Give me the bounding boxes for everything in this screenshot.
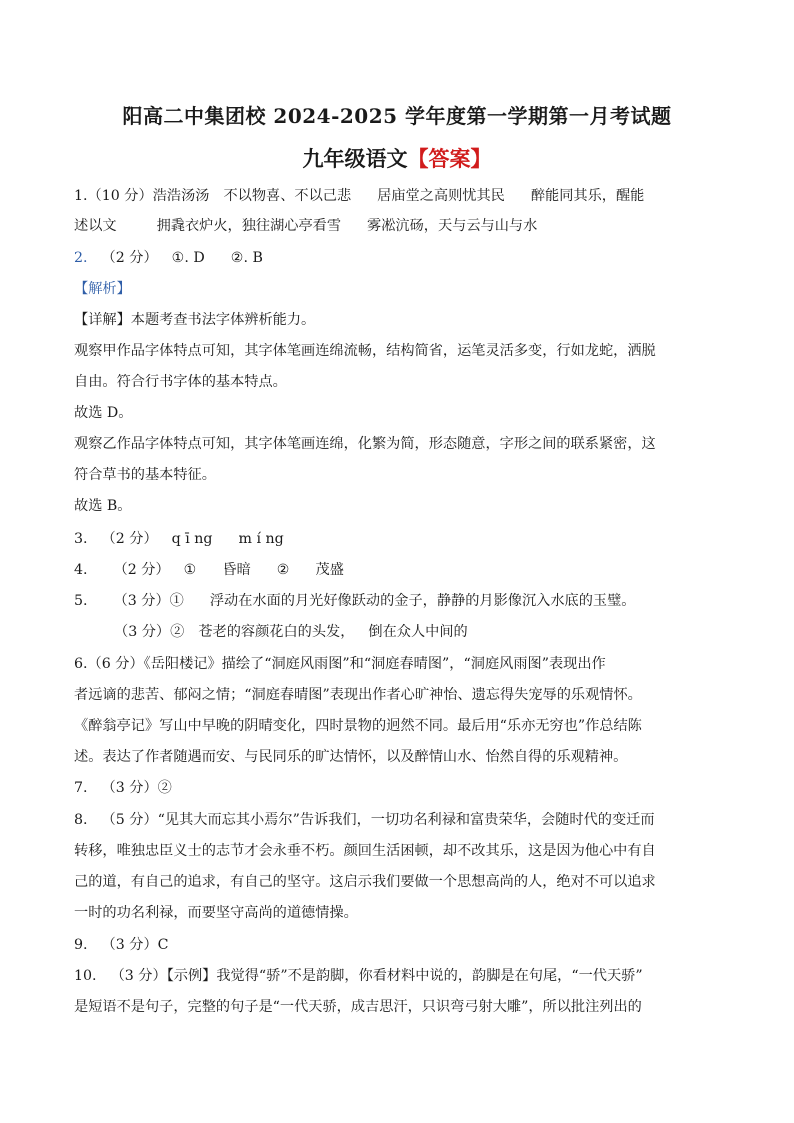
q5-score: （3 分） [113,593,170,609]
q1-answer-4: 醉能同其乐，醒能 [530,188,645,204]
q4-marker-1: ① [183,562,197,578]
q8-line-3: 己的道，有自己的追求，有自己的坚守。这启示我们要做一个思想高尚的人，绝对不可以追求 [74,874,656,890]
subject-heading [0,143,794,173]
q1-answer-3: 居庙堂之高则忧其民 [377,188,505,204]
q1-answer-4-cont: 述以文 [74,218,117,234]
q4-number: 4. [74,562,88,578]
q8-line-1 [74,810,734,830]
q2-para2-line2: 符合草书的基本特征。 [74,467,216,483]
q4-marker-2: ② [276,562,290,578]
q2-score: （2 分） [101,250,158,266]
q10-number: 10. [74,968,97,984]
q5-marker-2: ② [170,624,185,640]
q2-answer-1: ①. D [171,250,205,266]
q10-line-2: 是短语不是句子，完整的句子是“一代天骄，成吉思汗，只识弯弓射大雕”，所以批注列出的 [74,999,642,1015]
q8-number: 8. [74,812,88,828]
answer-tag: 【答案】 [407,146,492,171]
q6-number: 6. [74,656,88,672]
q3-line [74,529,734,549]
q1-answer-6: 雾凇沆砀，天与云与山与水 [367,218,538,234]
q6-line-1 [74,654,734,674]
q5-line-2 [74,622,774,642]
q4-score: （2 分） [113,562,170,578]
q4-answer-2: 茂盛 [315,562,344,578]
q6-line-2: 者远谪的悲苦、郁闷之情；“洞庭春晴图”表现出作者心旷神怡、遗忘得失宠辱的乐观情怀。 [74,687,642,703]
q3-score: （2 分） [101,531,158,547]
q10-line-1 [74,966,734,986]
q1-line-1 [74,186,734,206]
q1-number: 1. [74,188,88,204]
q5-answer-2: 苍老的容颜花白的头发， [198,624,355,640]
q3-number: 3. [74,531,88,547]
q7-score: （3 分） [101,780,158,796]
q2-detail: 【详解】本题考查书法字体辨析能力。 [74,312,316,328]
q8-line-4: 一时的功名利禄，而要坚守高尚的道德情操。 [74,905,358,921]
q6-line-4: 述。表达了作者随遇而安、与民同乐的旷达情怀，以及醉情山水、怡然自得的乐观精神。 [74,749,628,765]
q8-line-2: 转移，唯独忠臣义士的志节才会永垂不朽。颜回生活困顿，却不改其乐，这是因为他心中有自 [74,843,656,859]
q1-answer-2: 不以物喜、不以己悲 [223,188,352,204]
q10-text-1: （3 分）【示例】我觉得“骄”不是韵脚，你看材料中说的，韵脚是在句尾，“一代天骄” [110,968,643,984]
q9-number: 9. [74,937,88,953]
q9-answer: C [157,937,169,953]
q5-line-1 [74,591,734,611]
q2-para2-line1: 观察乙作品字体特点可知，其字体笔画连绵，化繁为简，形态随意，字形之间的联系紧密，这 [74,436,656,452]
q5-answer-1: 浮动在水面的月光好像跃动的金子，静静的月影像沉入水底的玉璧。 [209,593,636,609]
page-title: 阳高二中集团校 2024-2025 学年度第一学期第一月考试题 [122,104,672,128]
q9-line [74,935,734,955]
q6-line-3: 《醉翁亭记》写山中早晚的阴晴变化，四时景物的迥然不同。最后用“乐亦无穷也”作总结陈 [74,718,642,734]
q2-para1-choice: 故选 D。 [74,405,133,421]
q2-line [74,248,734,268]
q4-line [74,560,734,580]
q7-number: 7. [74,780,88,796]
q6-text-1: （6 分）《岳阳楼记》描绘了“洞庭风雨图”和“洞庭春晴图”，“洞庭风雨图”表现出作 [87,656,606,672]
q8-text-1: （5 分）“见其大而忘其小焉尔”告诉我们，一切功名利禄和富贵荣华，会随时代的变迁而 [101,812,655,828]
q2-para1-line2: 自由。符合行书字体的基本特点。 [74,374,287,390]
q5-marker-1: ① [169,593,184,609]
q1-score: （10 分） [87,188,153,204]
q2-para1-line1: 观察甲作品字体特点可知，其字体笔画连绵流畅，结构简省，运笔灵活多变，行如龙蛇，洒脱 [74,343,656,359]
q3-answer-2: m í ng [238,531,284,547]
q5-score-2: （3 分） [114,624,171,640]
q9-score: （3 分） [101,937,158,953]
q2-analysis-label: 【解析】 [74,281,131,297]
q7-line [74,778,734,798]
q7-answer: ② [157,780,172,796]
q4-answer-1: 昏暗 [222,562,251,578]
q1-answer-5: 拥毳衣炉火，独往湖心亭看雪 [156,218,342,234]
q3-answer-1: q ī ng [171,531,213,547]
q2-answer-2: ②. B [230,250,263,266]
q5-number: 5. [74,593,88,609]
q1-answer-1: 浩浩汤汤 [152,188,210,204]
subject-name: 九年级语文 [302,146,408,171]
q2-number: 2. [74,250,88,266]
q2-para2-choice: 故选 B。 [74,498,132,514]
q5-answer-2-cont: 倒在众人中间的 [368,624,468,640]
q1-line-2 [74,216,734,236]
